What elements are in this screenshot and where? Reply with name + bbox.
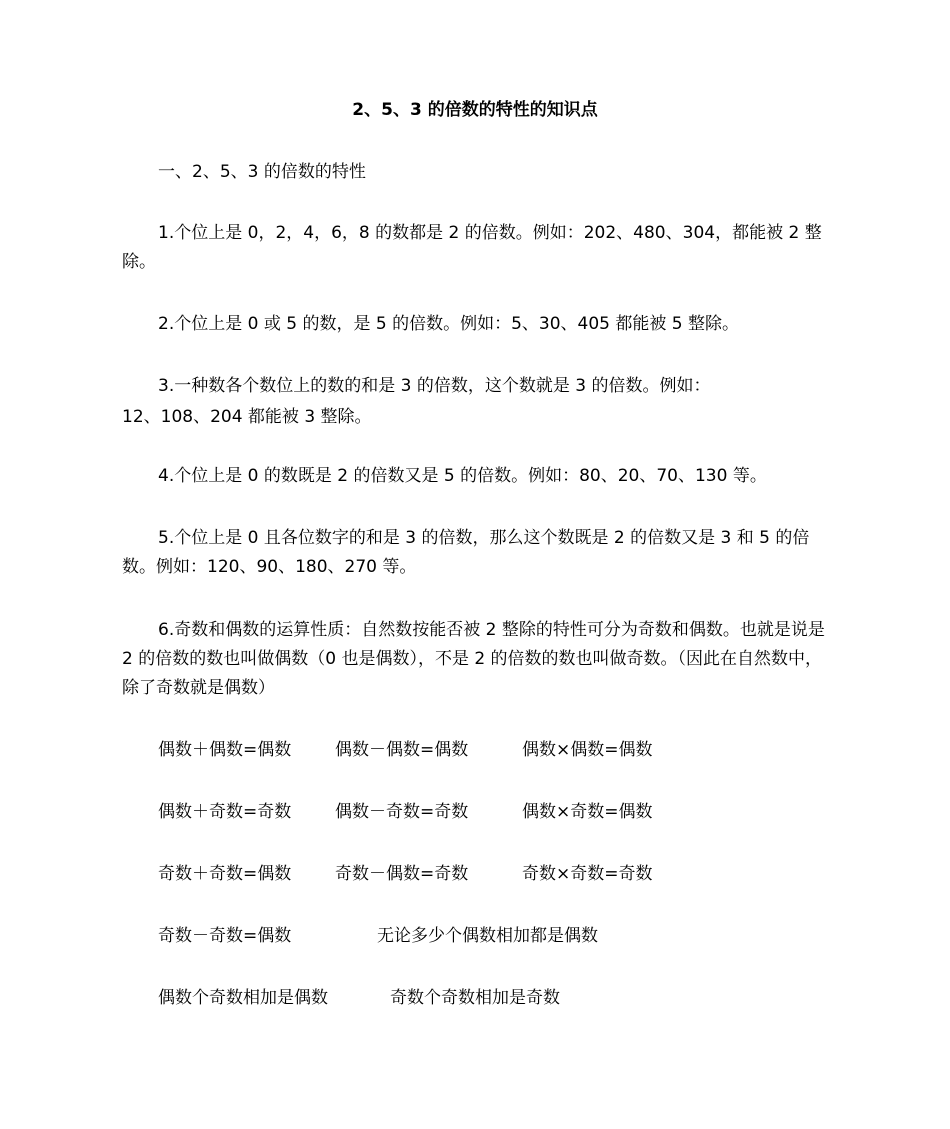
rule-even-minus-even: 偶数－偶数=偶数 — [335, 740, 469, 760]
rule-even-times-even: 偶数×偶数=偶数 — [522, 740, 653, 760]
paragraph-5: 5.个位上是 0 且各位数字的和是 3 的倍数，那么这个数既是 2 的倍数又是 3 和 5 的倍数。例如：120、90、180、270 等。 — [122, 528, 810, 577]
rule-odd-minus-even: 奇数－偶数=奇数 — [335, 864, 469, 884]
rule-odd-minus-odd: 奇数－奇数=偶数 — [158, 926, 292, 946]
paragraph-6: 6.奇数和偶数的运算性质：自然数按能否被 2 整除的特性可分为奇数和偶数。也就是说是 2 的倍数的数也叫做偶数（0 也是偶数），不是 2 的倍数的数也叫做奇数。（因此在自然数中，除了奇数就是偶数） — [122, 620, 825, 698]
rule-even-minus-odd: 偶数－奇数=奇数 — [335, 802, 469, 822]
rule-even-plus-odd: 偶数＋奇数=奇数 — [158, 802, 292, 822]
paragraph-3-continued: 12、108、204 都能被 3 整除。 — [122, 407, 372, 427]
page-title: 2、5、3 的倍数的特性的知识点 — [352, 100, 598, 120]
paragraph-4: 4.个位上是 0 的数既是 2 的倍数又是 5 的倍数。例如：80、20、70、130 等。 — [158, 466, 767, 486]
rule-even-count-odds: 偶数个奇数相加是偶数 — [158, 988, 328, 1008]
paragraph-2: 2.个位上是 0 或 5 的数，是 5 的倍数。例如：5、30、405 都能被 5 整除。 — [158, 314, 740, 334]
rule-odd-count-odds: 奇数个奇数相加是奇数 — [390, 988, 560, 1008]
rule-even-times-odd: 偶数×奇数=偶数 — [522, 802, 653, 822]
paragraph-1: 1.个位上是 0，2，4，6，8 的数都是 2 的倍数。例如：202、480、304，都能被 2 整除。 — [122, 223, 822, 272]
rule-odd-plus-odd: 奇数＋奇数=偶数 — [158, 864, 292, 884]
rule-sum-of-evens: 无论多少个偶数相加都是偶数 — [377, 926, 598, 946]
rule-odd-times-odd: 奇数×奇数=奇数 — [522, 864, 653, 884]
paragraph-3: 3.一种数各个数位上的数的和是 3 的倍数，这个数就是 3 的倍数。例如： — [158, 376, 711, 396]
section-heading: 一、2、5、3 的倍数的特性 — [158, 162, 366, 182]
rule-even-plus-even: 偶数＋偶数=偶数 — [158, 740, 292, 760]
